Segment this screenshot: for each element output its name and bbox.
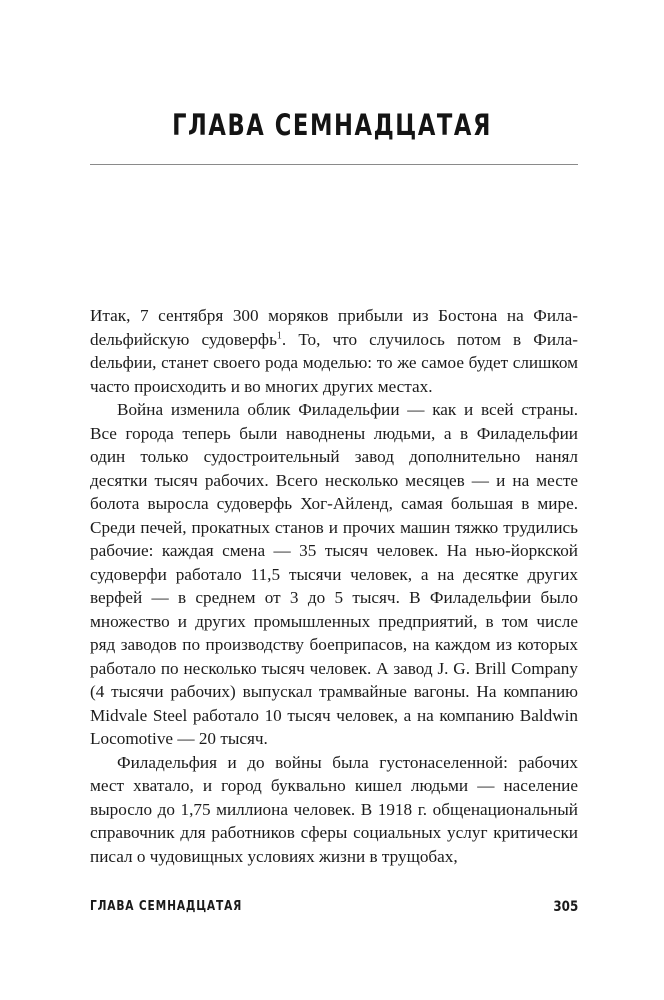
chapter-title: ГЛАВА СЕМНАДЦАТАЯ	[172, 108, 492, 142]
page-number: 305	[553, 899, 578, 915]
paragraph-2: Война изменила облик Филадельфии — как и всей страны. Все города теперь были наводнены людьми, а в Филадельфии один только судостроительный завод дополнительно нанял десятки тысяч рабочих. Всего несколько месяцев — и на месте болота выросла судоверфь Хог-Айленд, самая большая в мире. Среди печей, прокатных станов и прочих машин тяжко трудились рабочие: каждая смена — 35 тысяч человек. На нью-йоркской судоверфи работало 11,5 тысячи человек, а на десятке других верфей — в среднем от 3 до 5 тысяч. В Филадельфии было множество и других промышленных предприятий, в том числе ряд заводов по производству боеприпасов, на каждом из которых работало по несколько тысяч человек. А завод J. G. Brill Company (4 тысячи рабочих) выпускал трамвайные вагоны. На компанию Midvale Steel работало 10 тысяч человек, а на компанию Baldwin Locomotive — 20 тысяч.	[90, 400, 578, 748]
paragraph-1-text: Итак, 7 сентября 300 моряков прибыли из Бостона на Филаdельфийскую судоверфь	[90, 306, 578, 349]
page-footer	[90, 899, 578, 919]
paragraph-1-continuation: . То, что случилось потом в Филаdельфии, станет своего рода моделью: то же самое будет слишком часто происходить и во многих других местах.	[90, 329, 578, 396]
footnote-reference[interactable]: 1	[276, 329, 282, 341]
body-text	[90, 304, 578, 868]
paragraph-3: Филадельфия и до войны была густонаселенной: рабочих мест хватало, и город буквально кишел людьми — население выросло до 1,75 миллиона человек. В 1918 г. общенациональный справочник для работников сферы социальных услуг критически писал о чудовищных условиях жизни в трущобах,	[90, 752, 578, 866]
running-head: ГЛАВА СЕМНАДЦАТАЯ	[90, 899, 243, 914]
title-divider	[90, 164, 578, 165]
paragraph-1	[90, 304, 578, 398]
